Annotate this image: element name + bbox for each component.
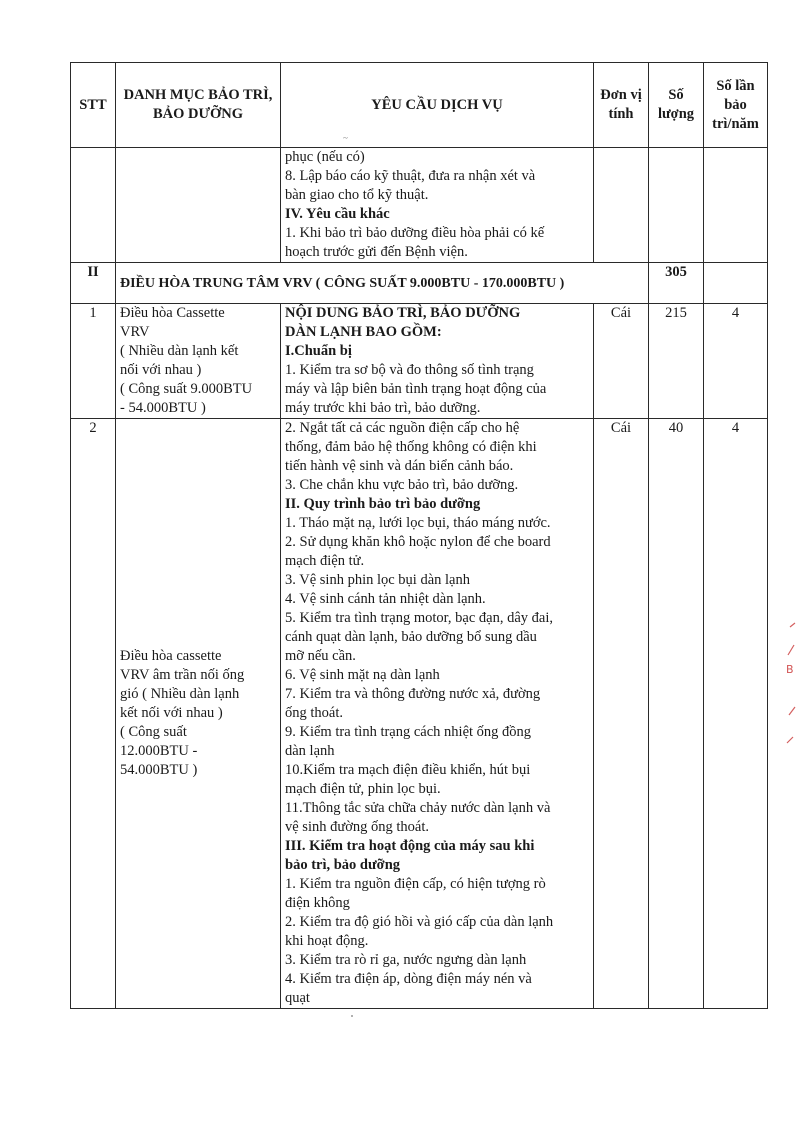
text-line: thống, đảm bảo hệ thống không có điện khi xyxy=(285,439,537,455)
text-line: ống thoát. xyxy=(285,705,343,721)
text-line: ( Nhiều dàn lạnh kết xyxy=(120,343,239,359)
text-line: kết nối với nhau ) xyxy=(120,705,223,721)
row2-category xyxy=(116,419,281,1009)
text-line: khi hoạt động. xyxy=(285,933,369,949)
row2-stt: 2 xyxy=(71,419,116,1009)
text-line: 1. Kiểm tra nguồn điện cấp, có hiện tượng rò xyxy=(285,876,546,892)
row1-frequency: 4 xyxy=(704,304,768,419)
section-stt: II xyxy=(71,263,116,304)
row1-requirement xyxy=(281,304,594,419)
maintenance-table xyxy=(70,62,768,1009)
stamp-letter: B xyxy=(786,663,794,676)
header-quantity: Số lượng xyxy=(649,63,704,148)
row2-unit: Cái xyxy=(594,419,649,1009)
text-line: 5. Kiểm tra tình trạng motor, bạc đạn, dây đai, xyxy=(285,610,553,626)
text-line: 54.000BTU ) xyxy=(120,762,198,778)
text-line: quạt xyxy=(285,990,310,1006)
continued-quantity-cell xyxy=(649,148,704,263)
content-heading: NỘI DUNG BẢO TRÌ, BẢO DƯỠNG xyxy=(285,305,521,321)
text-line: mạch điện tử. xyxy=(285,553,365,569)
text-line: 1. Tháo mặt nạ, lưới lọc bụi, tháo máng nước. xyxy=(285,515,551,531)
text-line: tiến hành vệ sinh và dán biển cảnh báo. xyxy=(285,458,514,474)
text-line: máy và lập biên bản tình trạng hoạt động của xyxy=(285,381,547,397)
header-stt: STT xyxy=(71,63,116,148)
text-line: 1. Khi bảo trì bảo dưỡng điều hòa phải có kế xyxy=(285,225,545,241)
continued-unit-cell xyxy=(594,148,649,263)
continued-stt-cell xyxy=(71,148,116,263)
text-line: 4. Vệ sinh cánh tản nhiệt dàn lạnh. xyxy=(285,591,486,607)
section-heading: bảo trì, bảo dưỡng xyxy=(285,857,401,873)
text-line: 3. Kiểm tra rò rỉ ga, nước ngưng dàn lạnh xyxy=(285,952,527,968)
text-line: VRV âm trần nối ống xyxy=(120,667,245,683)
text-line: ( Công suất xyxy=(120,724,187,740)
section-heading: III. Kiểm tra hoạt động của máy sau khi xyxy=(285,838,535,854)
row2-quantity: 40 xyxy=(649,419,704,1009)
text-line: 2. Sử dụng khăn khô hoặc nylon để che board xyxy=(285,534,551,550)
text-line: 11.Thông tắc sửa chữa chảy nước dàn lạnh và xyxy=(285,800,551,816)
text-line: 10.Kiểm tra mạch điện điều khiển, hút bụi xyxy=(285,762,531,778)
content-heading: DÀN LẠNH BAO GỒM: xyxy=(285,324,442,340)
continued-requirement-cell xyxy=(281,148,594,263)
text-line: hoạch trước gửi đến Bệnh viện. xyxy=(285,244,468,260)
text-line: 9. Kiểm tra tình trạng cách nhiệt ống đồng xyxy=(285,724,532,740)
text-line: 3. Che chắn khu vực bảo trì, bảo dưỡng. xyxy=(285,477,519,493)
section-heading: IV. Yêu cầu khác xyxy=(285,206,390,222)
row1-category xyxy=(116,304,281,419)
text-line: 12.000BTU - xyxy=(120,743,198,759)
continued-row xyxy=(71,148,768,263)
section-row xyxy=(71,263,768,304)
text-line: 1. Kiểm tra sơ bộ và đo thông số tình trạng xyxy=(285,362,534,378)
text-line: 3. Vệ sinh phin lọc bụi dàn lạnh xyxy=(285,572,470,588)
text-line: vệ sinh đường ống thoát. xyxy=(285,819,430,835)
row1-unit: Cái xyxy=(594,304,649,419)
scan-dot xyxy=(351,1015,353,1017)
header-row xyxy=(71,63,768,148)
row1-quantity: 215 xyxy=(649,304,704,419)
text-line: ( Công suất 9.000BTU xyxy=(120,381,253,397)
section-quantity: 305 xyxy=(649,263,704,304)
text-line: bàn giao cho tổ kỹ thuật. xyxy=(285,187,429,203)
section-frequency-cell xyxy=(704,263,768,304)
continued-frequency-cell xyxy=(704,148,768,263)
row1-stt: 1 xyxy=(71,304,116,419)
text-line: máy trước khi bảo trì, bảo dưỡng. xyxy=(285,400,481,416)
header-category: DANH MỤC BẢO TRÌ, BẢO DƯỠNG xyxy=(116,63,281,148)
text-line: nối với nhau ) xyxy=(120,362,202,378)
text-line: cánh quạt dàn lạnh, bảo dưỡng bổ sung dầu xyxy=(285,629,537,645)
text-line: điện không xyxy=(285,895,350,911)
section-heading: II. Quy trình bảo trì bảo dưỡng xyxy=(285,496,481,512)
text-line: Điều hòa Cassette xyxy=(120,305,225,321)
section-heading: I.Chuẩn bị xyxy=(285,343,352,359)
row2-requirement xyxy=(281,419,594,1009)
text-line: 6. Vệ sinh mặt nạ dàn lạnh xyxy=(285,667,440,683)
text-line: phục (nếu có) xyxy=(285,149,365,165)
table-row xyxy=(71,419,768,1009)
header-requirement: YÊU CẦU DỊCH VỤ xyxy=(281,63,594,148)
text-line: - 54.000BTU ) xyxy=(120,400,206,416)
text-line: 8. Lập báo cáo kỹ thuật, đưa ra nhận xét và xyxy=(285,168,536,184)
text-line: mỡ nếu cần. xyxy=(285,648,356,664)
text-line: dàn lạnh xyxy=(285,743,335,759)
header-unit: Đơn vị tính xyxy=(594,63,649,148)
text-line: VRV xyxy=(120,324,150,340)
stamp-fragment-icon xyxy=(784,615,800,765)
section-title: ĐIỀU HÒA TRUNG TÂM VRV ( CÔNG SUẤT 9.000BTU - 170.000BTU ) xyxy=(120,275,565,291)
scan-mark: ~ xyxy=(343,133,348,143)
text-line: 7. Kiểm tra và thông đường nước xả, đường xyxy=(285,686,541,702)
text-line: gió ( Nhiều dàn lạnh xyxy=(120,686,240,702)
text-line: 4. Kiểm tra điện áp, dòng điện máy nén và xyxy=(285,971,532,987)
text-line: 2. Ngắt tất cả các nguồn điện cấp cho hệ xyxy=(285,420,520,436)
header-frequency: Số lần bảo trì/năm xyxy=(704,63,768,148)
table-row xyxy=(71,304,768,419)
text-line: 2. Kiểm tra độ gió hồi và gió cấp của dàn lạnh xyxy=(285,914,554,930)
text-line: mạch điện tử, phin lọc bụi. xyxy=(285,781,441,797)
text-line: Điều hòa cassette xyxy=(120,648,222,664)
section-title-cell xyxy=(116,263,649,304)
continued-category-cell xyxy=(116,148,281,263)
row2-frequency: 4 xyxy=(704,419,768,1009)
